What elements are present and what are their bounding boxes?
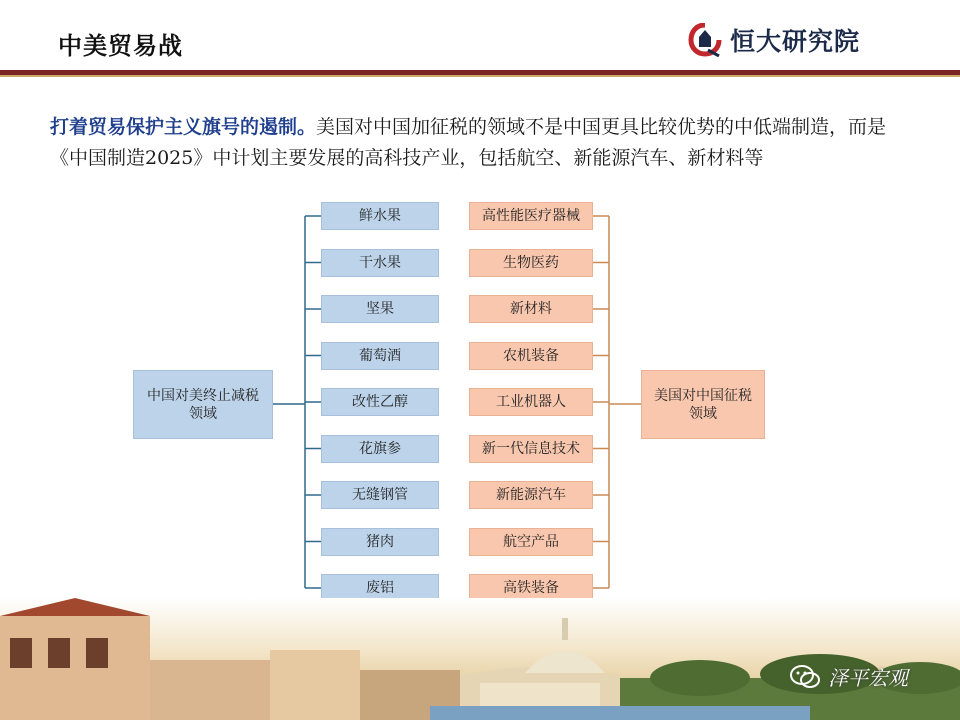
- intro-lead: 打着贸易保护主义旗号的遏制。: [50, 116, 317, 138]
- left-item-box: 葡萄酒: [321, 342, 439, 370]
- right-item-box: 农机装备: [469, 342, 593, 370]
- page-title: 中美贸易战: [58, 32, 183, 60]
- left-item-box: 无缝钢管: [321, 481, 439, 509]
- right-item-box: 新一代信息技术: [469, 435, 593, 463]
- brand-name: 恒大研究院: [730, 27, 861, 56]
- left-root-box: 中国对美终止减税领域: [133, 370, 273, 439]
- left-item-box: 花旗参: [321, 435, 439, 463]
- right-item-box: 新能源汽车: [469, 481, 593, 509]
- intro-body: 美国对中国加征税的领域不是中国更具比较优势的中低端制造，而是《中国制造2025》中计划主要发展的高科技产业，包括航空、新能源汽车、新材料等: [50, 116, 887, 169]
- right-item-box: 高铁装备: [469, 574, 593, 602]
- wechat-watermark: [790, 662, 908, 691]
- right-item-box: 工业机器人: [469, 388, 593, 416]
- left-item-box: 鲜水果: [321, 202, 439, 230]
- left-item-box: 坚果: [321, 295, 439, 323]
- right-item-box: 航空产品: [469, 528, 593, 556]
- left-item-box: 猪肉: [321, 528, 439, 556]
- left-item-box: 废铝: [321, 574, 439, 602]
- wechat-icon: [790, 664, 820, 690]
- right-root-box: 美国对中国征税领域: [641, 370, 765, 439]
- left-item-box: 干水果: [321, 249, 439, 277]
- right-item-box: 新材料: [469, 295, 593, 323]
- right-item-box: 高性能医疗器械: [469, 202, 593, 230]
- footer-banner-image: [0, 598, 960, 720]
- right-item-box: 生物医药: [469, 249, 593, 277]
- left-item-box: 改性乙醇: [321, 388, 439, 416]
- wechat-account-name: 泽平宏观: [828, 666, 908, 690]
